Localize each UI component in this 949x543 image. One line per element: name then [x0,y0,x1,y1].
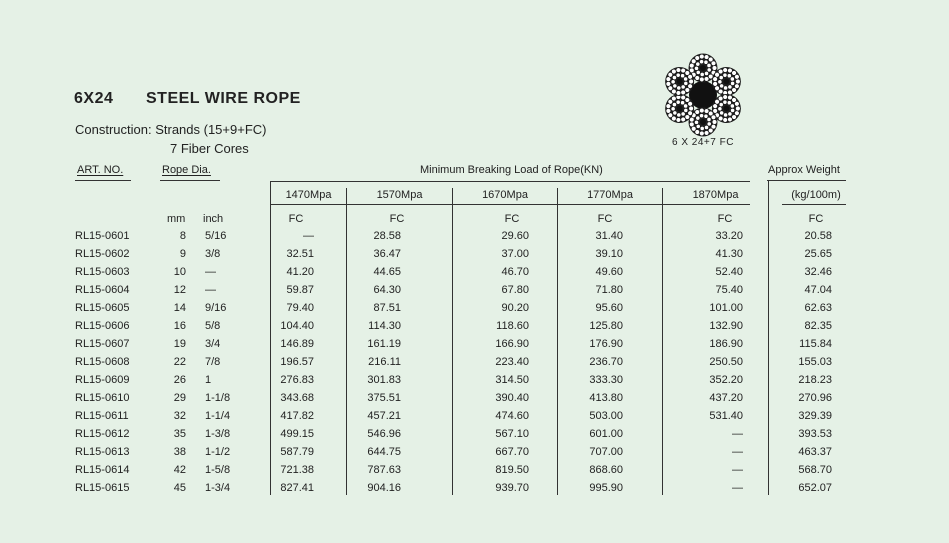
wire [673,84,677,88]
wire [677,86,681,90]
load-1870-cell: 101.00 [709,302,743,314]
dia-mm-cell: 16 [173,320,186,332]
load-1670-cell: 567.10 [495,428,529,440]
load-1470-cell: 276.83 [280,374,314,386]
cores-text: 7 Fiber Cores [170,141,249,156]
weight-unit-underline [782,204,846,205]
art-no-cell: RL15-0614 [75,464,130,476]
dia-mm-cell: 35 [173,428,186,440]
wire [696,124,700,128]
load-1870-cell: 33.20 [715,230,743,242]
weight-cell: 82.35 [804,320,832,332]
wire [734,74,739,79]
wire [723,95,728,100]
wire [681,117,686,122]
dia-inch-cell: 1 [205,374,212,386]
load-1570-cell: 904.16 [367,482,401,494]
header-inch: inch [203,213,224,225]
load-1670-cell: 939.70 [495,482,529,494]
weight-cell: 20.58 [804,230,832,242]
load-1470-cell: 146.89 [280,338,314,350]
dia-mm-cell: 19 [173,338,186,350]
wire [691,126,696,131]
grade-underline [453,204,557,205]
fc-header: FC [717,213,733,225]
load-1570-cell: 28.58 [373,230,401,242]
dia-mm-cell: 22 [173,356,186,368]
load-1570-cell: 114.30 [368,320,401,332]
load-1670-cell: 37.00 [501,248,529,260]
load-1770-cell: 868.60 [589,464,623,476]
wire [713,104,718,109]
load-1870-cell: — [732,446,743,458]
wire [668,86,673,91]
load-1770-cell: 176.90 [589,338,623,350]
weight-cell: 25.65 [804,248,832,260]
load-1570-cell: 64.30 [373,284,401,296]
load-1870-cell: 531.40 [709,410,743,422]
strand-core [723,79,729,85]
weight-rule [767,180,846,181]
load-1770-cell: 71.80 [595,284,623,296]
wire [696,70,700,74]
load-1570-cell: 457.21 [367,410,401,422]
wire [699,108,704,113]
load-1670-cell: 667.70 [495,446,529,458]
wire [666,104,671,109]
wire [695,110,700,115]
weight-cell: 463.37 [798,446,832,458]
wire [681,90,686,95]
load-1670-cell: 67.80 [501,284,529,296]
wire [699,114,703,118]
wire [671,69,676,74]
header-mm: mm [167,213,186,225]
load-1670-cell: 46.70 [501,266,529,278]
dia-inch-cell: 3/4 [205,338,221,350]
weight-cell: 115.84 [799,338,832,350]
art-no-cell: RL15-0605 [75,302,130,314]
wire [688,101,693,106]
wire [689,79,694,84]
wire [735,79,740,84]
column-divider [557,188,558,495]
dia-mm-cell: 12 [173,284,186,296]
wire [704,71,708,75]
wire [688,74,693,79]
dia-mm-cell: 29 [173,392,186,404]
rope-dia-underline [160,180,220,181]
fc-header: FC [288,213,304,225]
weight-cell: 329.39 [798,410,832,422]
weight-cell: 393.53 [798,428,832,440]
dia-mm-cell: 14 [173,302,186,314]
wire [699,60,703,64]
load-1570-cell: 546.96 [367,428,401,440]
grade-header: 1570Mpa [376,189,423,201]
wire [723,100,727,104]
load-1870-cell: 75.40 [715,284,743,296]
dia-mm-cell: 42 [173,464,186,476]
grade-underline [271,204,346,205]
column-divider [768,181,769,495]
wire [676,91,681,96]
art-no-cell: RL15-0609 [75,374,130,386]
wire [694,120,698,124]
load-1870-cell: — [732,482,743,494]
dia-inch-cell: 1-1/4 [205,410,231,422]
dia-mm-cell: 45 [173,482,186,494]
dia-mm-cell: 32 [173,410,186,422]
dia-inch-cell: 1-1/8 [205,392,231,404]
breaking-load-rule [271,181,750,182]
load-1870-cell: 437.20 [709,392,743,404]
grade-header: 1470Mpa [285,189,332,201]
column-divider [452,188,453,495]
art-no-cell: RL15-0602 [75,248,130,260]
load-1870-cell: 186.90 [709,338,743,350]
weight-cell: 652.07 [798,482,832,494]
load-1770-cell: 601.00 [589,428,623,440]
wire [723,73,727,77]
art-no-cell: RL15-0610 [75,392,130,404]
wire [704,131,709,136]
load-1570-cell: 375.51 [367,392,401,404]
grade-header: 1670Mpa [482,189,528,201]
dia-inch-cell: 5/16 [205,230,227,242]
column-divider [662,188,663,495]
dia-mm-cell: 26 [173,374,186,386]
load-1670-cell: 118.60 [496,320,529,332]
wire [735,106,740,111]
wire [695,56,700,61]
art-no-cell: RL15-0613 [75,446,130,458]
wire [704,125,708,129]
load-1670-cell: 29.60 [501,230,529,242]
wire [689,106,694,111]
wire [711,115,716,120]
load-1570-cell: 216.11 [368,356,401,368]
dia-inch-cell: 1-5/8 [205,464,231,476]
wire [694,66,698,70]
wire [666,108,671,113]
weight-unit-header: (kg/100m) [791,189,841,201]
wire [711,61,716,66]
dia-inch-cell: 3/8 [205,248,221,260]
load-1770-cell: 31.40 [595,230,623,242]
wire [718,96,723,101]
load-1770-cell: 39.10 [595,248,623,260]
wire [728,90,733,95]
wire [689,63,694,68]
wire [730,108,734,112]
fc-header: FC [389,213,405,225]
wire [684,81,688,85]
wire [713,77,718,82]
load-1470-cell: 79.40 [286,302,314,314]
grade-underline [347,204,452,205]
wire [676,100,680,104]
strand-core [700,119,706,125]
wire [734,101,739,106]
fc-header: FC [597,213,613,225]
wire [684,108,688,112]
rope-cross-section-image [660,52,746,138]
wire [707,68,711,72]
grade-header: 1870Mpa [692,189,739,201]
weight-cell: 155.03 [798,356,832,368]
wire [676,68,681,73]
load-1470-cell: 104.40 [280,320,314,332]
load-1470-cell: 196.57 [280,356,314,368]
load-1670-cell: 314.50 [495,374,529,386]
weight-cell: 62.63 [804,302,832,314]
load-1870-cell: — [732,428,743,440]
wire [699,77,704,82]
load-1770-cell: 95.60 [595,302,623,314]
wire [699,54,704,59]
wire [681,85,685,89]
art-no-cell: RL15-0601 [75,230,130,242]
art-no-cell: RL15-0611 [75,410,129,422]
construction-text: Construction: Strands (15+9+FC) [75,122,267,137]
dia-inch-cell: 5/8 [205,320,221,332]
wire [728,85,732,89]
load-1770-cell: 503.00 [589,410,623,422]
load-1470-cell: 827.41 [280,482,314,494]
wire [671,96,676,101]
wire [668,113,673,118]
wire [713,81,718,86]
wire [718,69,723,74]
header-min-breaking: Minimum Breaking Load of Rope(KN) [420,164,603,176]
weight-cell: 568.70 [798,464,832,476]
header-art-no: ART. NO. [77,164,124,176]
load-1770-cell: 333.30 [589,374,623,386]
weight-cell: 270.96 [798,392,832,404]
load-1870-cell: 250.50 [709,356,743,368]
load-1870-cell: 52.40 [715,266,743,278]
wire [700,72,704,76]
wire [673,111,677,115]
dia-mm-cell: 38 [173,446,186,458]
wire [672,102,676,106]
load-1770-cell: 49.60 [595,266,623,278]
load-1470-cell: 417.82 [280,410,314,422]
load-1770-cell: 707.00 [589,446,623,458]
dia-inch-cell: 1-1/2 [205,446,231,458]
header-rope-dia: Rope Dia. [162,164,211,176]
fc-header: FC [808,213,824,225]
load-1570-cell: 36.47 [373,248,401,260]
wire [689,122,694,127]
wire [676,118,681,123]
wire [671,80,675,84]
header-approx-weight: Approx Weight [768,164,840,176]
wire [718,80,722,84]
dia-inch-cell: 1-3/4 [205,482,231,494]
wire [728,112,732,116]
product-name: STEEL WIRE ROPE [146,90,301,107]
wire [707,63,711,67]
wire [704,77,709,82]
wire [712,120,717,125]
wire [666,81,671,86]
load-1870-cell: — [732,464,743,476]
dia-mm-cell: 8 [179,230,186,242]
page-title [74,90,301,108]
wire [715,86,720,91]
load-1470-cell: 59.87 [286,284,314,296]
load-1470-cell: 499.15 [280,428,314,440]
dia-inch-cell: 7/8 [205,356,221,368]
load-1670-cell: 90.20 [501,302,529,314]
product-code: 6X24 [74,90,114,107]
strand-core [677,106,683,112]
wire [719,102,723,106]
load-1670-cell: 474.60 [495,410,529,422]
wire [723,113,727,117]
strand-core [677,79,683,85]
wire [700,126,704,130]
load-1670-cell: 390.40 [495,392,529,404]
load-1870-cell: 132.90 [709,320,743,332]
dia-inch-cell: 9/16 [205,302,227,314]
wire [707,122,711,126]
load-1570-cell: 787.63 [367,464,401,476]
art-no-cell: RL15-0603 [75,266,130,278]
dia-mm-cell: 10 [173,266,186,278]
grade-header: 1770Mpa [587,189,633,201]
wire [684,77,688,81]
wire [718,107,722,111]
art-no-underline [75,180,131,181]
load-1870-cell: 41.30 [715,248,743,260]
load-1670-cell: 223.40 [495,356,529,368]
art-no-cell: RL15-0612 [75,428,130,440]
dia-inch-cell: 1-3/8 [205,428,231,440]
weight-cell: 218.23 [798,374,832,386]
art-no-cell: RL15-0615 [75,482,130,494]
wire [723,118,728,123]
wire [730,81,734,85]
wire [672,75,676,79]
load-1570-cell: 87.51 [373,302,401,314]
wire [720,84,724,88]
wire [666,77,671,82]
load-1670-cell: 819.50 [495,464,529,476]
weight-cell: 32.46 [804,266,832,278]
art-no-cell: RL15-0604 [75,284,130,296]
wire [728,117,733,122]
wire [720,111,724,115]
wire [723,68,728,73]
dia-inch-cell: — [205,284,216,296]
wire [671,107,675,111]
art-no-cell: RL15-0607 [75,338,130,350]
art-no-cell: RL15-0608 [75,356,130,368]
wire [696,116,700,120]
load-1570-cell: 161.19 [367,338,401,350]
grade-underline [663,204,750,205]
wire [723,86,727,90]
load-1570-cell: 301.83 [367,374,401,386]
strand-core [723,106,729,112]
grade-underline [558,204,662,205]
load-1770-cell: 125.80 [589,320,623,332]
load-1770-cell: 413.80 [589,392,623,404]
dia-mm-cell: 9 [179,248,186,260]
wire [707,117,711,121]
load-1870-cell: 352.20 [709,374,743,386]
load-1470-cell: 343.68 [280,392,314,404]
wire [699,131,704,136]
wire [677,113,681,117]
load-1670-cell: 166.90 [495,338,529,350]
load-1470-cell: — [303,230,314,242]
wire [696,62,700,66]
load-1570-cell: 44.65 [373,266,401,278]
load-1470-cell: 32.51 [286,248,314,260]
load-1770-cell: 236.70 [589,356,623,368]
wire [730,104,734,108]
art-no-cell: RL15-0606 [75,320,130,332]
load-1470-cell: 721.38 [280,464,314,476]
strand-core [700,65,706,71]
load-1570-cell: 644.75 [367,446,401,458]
load-1470-cell: 41.20 [286,266,314,278]
wire [712,66,717,71]
fc-header: FC [504,213,520,225]
wire [730,77,734,81]
wire [676,73,680,77]
wire [719,75,723,79]
wire [684,104,688,108]
dia-inch-cell: — [205,266,216,278]
rope-caption: 6 X 24+7 FC [672,137,734,148]
load-1770-cell: 995.90 [589,482,623,494]
wire [681,112,685,116]
weight-cell: 47.04 [804,284,832,296]
load-1470-cell: 587.79 [280,446,314,458]
